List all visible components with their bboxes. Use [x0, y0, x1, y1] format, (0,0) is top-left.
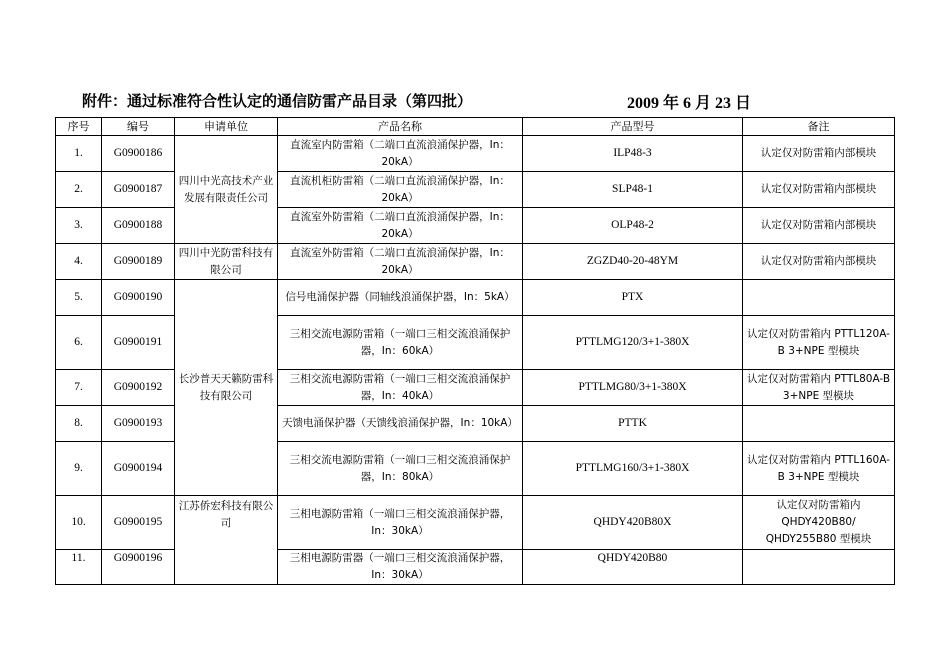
row-note: 认定仅对防雷箱内 PTTL160A-B 3+NPE 型模块 [743, 442, 895, 496]
row-seq: 8. [56, 406, 102, 442]
row-model: ILP48-3 [523, 136, 743, 172]
row-model: QHDY420B80X [523, 496, 743, 550]
row-note [743, 550, 895, 585]
row-code: G0900188 [102, 208, 175, 244]
row-note: 认定仅对防雷箱内部模块 [743, 208, 895, 244]
row-note [743, 406, 895, 442]
row-model: PTTLMG120/3+1-380X [523, 316, 743, 370]
table-header-row [56, 118, 895, 136]
product-table [55, 117, 895, 585]
row-seq: 1. [56, 136, 102, 172]
row-model: ZGZD40-20-48YM [523, 244, 743, 280]
row-seq: 5. [56, 280, 102, 316]
header-note: 备注 [743, 118, 895, 136]
row-note: 认定仅对防雷箱内 PTTL80A-B 3+NPE 型模块 [743, 370, 895, 406]
row-code: G0900190 [102, 280, 175, 316]
row-unit: 四川中光防雷科技有限公司 [175, 244, 278, 280]
row-unit: 四川中光高技术产业发展有限责任公司 [175, 136, 278, 244]
row-model: OLP48-2 [523, 208, 743, 244]
title-date: 2009 年 6 月 23 日 [627, 95, 752, 112]
row-seq: 11. [56, 550, 102, 585]
row-model: SLP48-1 [523, 172, 743, 208]
row-code: G0900191 [102, 316, 175, 370]
header-unit: 申请单位 [175, 118, 278, 136]
row-code: G0900192 [102, 370, 175, 406]
row-model: PTX [523, 280, 743, 316]
row-model: PTTK [523, 406, 743, 442]
table-row [56, 244, 895, 280]
row-model: QHDY420B80 [523, 550, 743, 585]
row-unit: 长沙普天天籁防雷科技有限公司 [175, 280, 278, 496]
row-product-name: 信号电涌保护器（同轴线浪涌保护器，In：5kA） [278, 280, 523, 316]
row-product-name: 直流室外防雷箱（二端口直流浪涌保护器，In：20kA） [278, 244, 523, 280]
header-product-name: 产品名称 [278, 118, 523, 136]
row-seq: 6. [56, 316, 102, 370]
row-product-name: 三相交流电源防雷箱（一端口三相交流浪涌保护器，In：80kA） [278, 442, 523, 496]
row-note: 认定仅对防雷箱内部模块 [743, 244, 895, 280]
row-note [743, 280, 895, 316]
row-product-name: 三相交流电源防雷箱（一端口三相交流浪涌保护器，In：40kA） [278, 370, 523, 406]
title-text: 附件：通过标准符合性认定的通信防雷产品目录（第四批） [82, 92, 473, 110]
header-seq: 序号 [56, 118, 102, 136]
row-code: G0900189 [102, 244, 175, 280]
row-note: 认定仅对防雷箱内 PTTL120A-B 3+NPE 型模块 [743, 316, 895, 370]
row-code: G0900194 [102, 442, 175, 496]
row-code: G0900186 [102, 136, 175, 172]
row-product-name: 直流室外防雷箱（二端口直流浪涌保护器，In：20kA） [278, 208, 523, 244]
row-seq: 3. [56, 208, 102, 244]
row-seq: 7. [56, 370, 102, 406]
row-seq: 9. [56, 442, 102, 496]
row-product-name: 三相电源防雷器（一端口三相交流浪涌保护器，In：30kA） [278, 550, 523, 585]
row-product-name: 直流室内防雷箱（二端口直流浪涌保护器，In：20kA） [278, 136, 523, 172]
row-note: 认定仅对防雷箱内部模块 [743, 136, 895, 172]
header-model: 产品型号 [523, 118, 743, 136]
row-seq: 4. [56, 244, 102, 280]
row-note: 认定仅对防雷箱内 QHDY420B80/ QHDY255B80 型模块 [743, 496, 895, 550]
row-product-name: 直流机柜防雷箱（二端口直流浪涌保护器，In：20kA） [278, 172, 523, 208]
table-row [56, 280, 895, 316]
row-unit: 江苏侨宏科技有限公司 [175, 496, 278, 585]
header-code: 编号 [102, 118, 175, 136]
row-product-name: 三相电源防雷箱（一端口三相交流浪涌保护器，In：30kA） [278, 496, 523, 550]
table-row [56, 136, 895, 172]
row-code: G0900196 [102, 550, 175, 585]
row-model: PTTLMG80/3+1-380X [523, 370, 743, 406]
row-model: PTTLMG160/3+1-380X [523, 442, 743, 496]
row-seq: 2. [56, 172, 102, 208]
table-row [56, 496, 895, 550]
row-code: G0900193 [102, 406, 175, 442]
document-title [82, 90, 782, 111]
row-code: G0900195 [102, 496, 175, 550]
row-code: G0900187 [102, 172, 175, 208]
row-product-name: 三相交流电源防雷箱（一端口三相交流浪涌保护器，In：60kA） [278, 316, 523, 370]
row-seq: 10. [56, 496, 102, 550]
row-note: 认定仅对防雷箱内部模块 [743, 172, 895, 208]
row-product-name: 天馈电涌保护器（天馈线浪涌保护器，In：10kA） [278, 406, 523, 442]
